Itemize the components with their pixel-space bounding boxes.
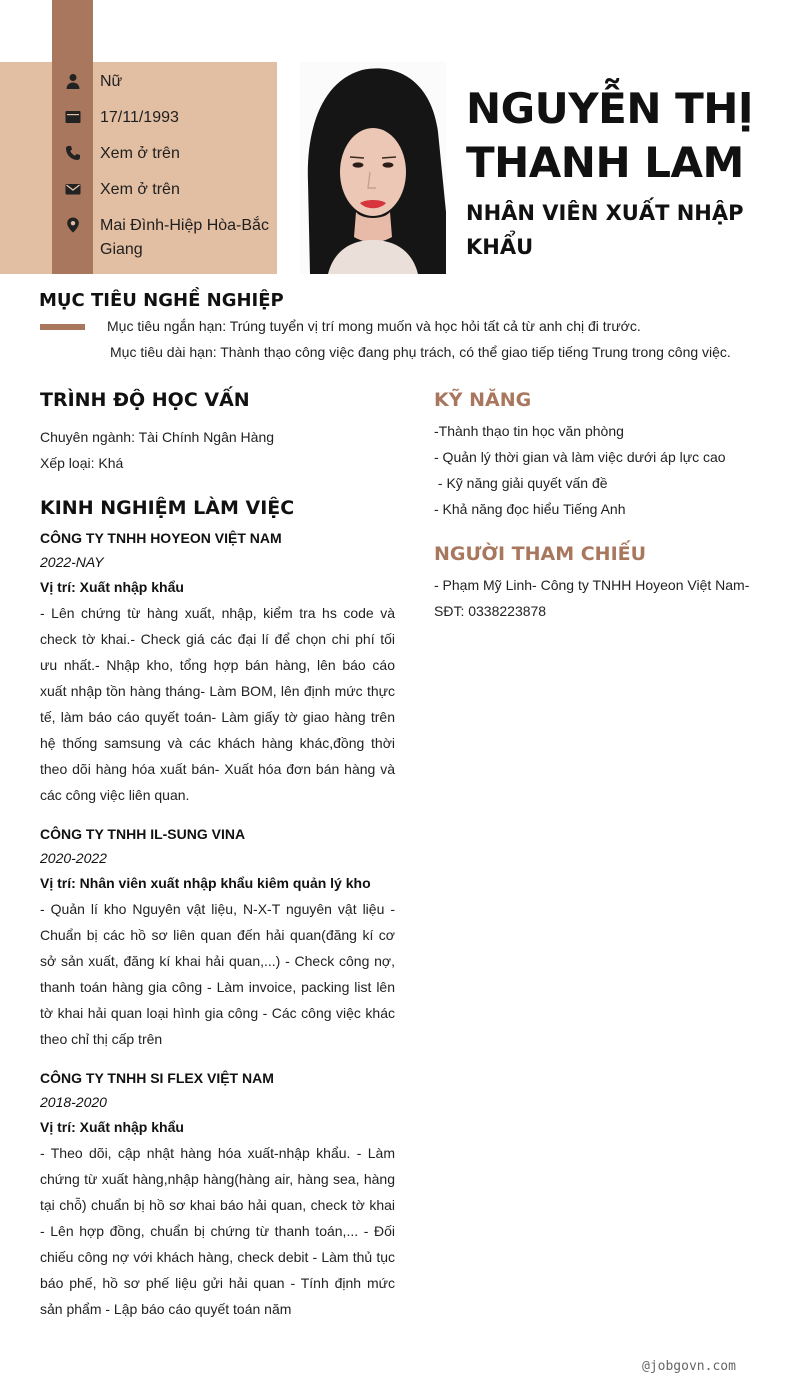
location-pin-icon <box>62 214 84 236</box>
job-period: 2018-2020 <box>40 1094 107 1110</box>
contact-birthday <box>62 106 277 130</box>
skill-item: - Quản lý thời gian và làm việc dưới áp lực cao <box>434 449 726 465</box>
job-title: NHÂN VIÊN XUẤT NHẬP KHẨU <box>466 201 744 259</box>
watermark: @jobgovn.com <box>642 1359 736 1374</box>
reference-line: - Phạm Mỹ Linh- Công ty TNHH Hoyeon Việt Nam- <box>434 577 750 593</box>
contact-address <box>62 214 277 262</box>
experience-title: KINH NGHIỆM LÀM VIỆC <box>40 497 295 519</box>
left-column <box>40 386 395 1322</box>
skills-list <box>434 418 764 522</box>
reference-phone: SĐT: 0338223878 <box>434 603 547 619</box>
references-title: NGƯỜI THAM CHIẾU <box>434 543 647 565</box>
job-company: CÔNG TY TNHH HOYEON VIỆT NAM <box>40 530 282 546</box>
job-entry <box>40 1066 395 1322</box>
calendar-icon <box>62 106 84 128</box>
education-major: Chuyên ngành: Tài Chính Ngân Hàng <box>40 429 275 445</box>
address-text: Mai Đình-Hiệp Hòa-Bắc Giang <box>100 217 269 258</box>
objective-long-term: Mục tiêu dài hạn: Thành thạo công việc đang phụ trách, có thể giao tiếp tiếng Trung trong công việc. <box>110 344 731 360</box>
contact-email <box>62 178 277 202</box>
reference-entry <box>434 572 764 624</box>
email-text: Xem ở trên <box>100 181 180 198</box>
job-period: 2020-2022 <box>40 850 107 866</box>
objective-accent-bar <box>40 324 85 330</box>
contact-list <box>62 70 277 274</box>
job-entry <box>40 526 395 808</box>
contact-phone <box>62 142 277 166</box>
name-line-2: THANH LAM <box>466 138 744 187</box>
job-position: Vị trí: Xuất nhập khẩu <box>40 579 184 595</box>
birthday-text: 17/11/1993 <box>100 109 179 126</box>
skills-title: KỸ NĂNG <box>434 389 532 411</box>
job-company: CÔNG TY TNHH SI FLEX VIỆT NAM <box>40 1070 274 1086</box>
skill-item: - Khả năng đọc hiểu Tiếng Anh <box>434 501 626 517</box>
job-company: CÔNG TY TNHH IL-SUNG VINA <box>40 826 246 842</box>
profile-photo <box>300 62 446 274</box>
job-description: - Quản lí kho Nguyên vật liệu, N-X-T nguyên vật liệu - Chuẩn bị các hồ sơ liên quan đến hải quan(đăng kí cơ sở sản xuất, đăng kí khai hải quan,...) - Check công nợ, thanh toán hàng gia công - Làm invoice, packing list lên tờ khai hải quan loại hình gia công - Các công việc khác theo chỉ thị cấp trên <box>40 901 395 1047</box>
skill-item: -Thành thạo tin học văn phòng <box>434 423 624 439</box>
gender-text: Nữ <box>100 73 123 90</box>
phone-icon <box>62 142 84 164</box>
job-position: Vị trí: Nhân viên xuất nhập khẩu kiêm quản lý kho <box>40 875 371 891</box>
objective-short-term: Mục tiêu ngắn hạn: Trúng tuyển vị trí mong muốn và học hỏi tất cả từ anh chị đi trước. <box>107 318 641 334</box>
job-period: 2022-NAY <box>40 554 104 570</box>
job-position: Vị trí: Xuất nhập khẩu <box>40 1119 184 1135</box>
mail-icon <box>62 178 84 200</box>
education-grade: Xếp loại: Khá <box>40 455 124 471</box>
right-column <box>434 386 764 624</box>
objective-title: MỤC TIÊU NGHỀ NGHIỆP <box>39 290 284 311</box>
contact-gender <box>62 70 277 94</box>
candidate-name <box>466 82 766 190</box>
name-line-1: NGUYỄN THỊ <box>466 84 754 133</box>
job-description: - Lên chứng từ hàng xuất, nhập, kiểm tra hs code và check tờ khai.- Check giá các đại lí để chọn chi phí tối ưu nhất.- Nhập kho, tổng hợp bán hàng, lên báo cáo xuất nhập tồn hàng tháng- Làm BOM, lên định mức thực tế, làm báo cáo quyết toán- Làm giấy tờ giao hàng trên hệ thống samsung và các khách hàng khác,đồng thời theo dõi hàng hóa xuất bán- Xuất hóa đơn bán hàng và các công việc liên quan. <box>40 605 395 803</box>
user-icon <box>62 70 84 92</box>
phone-text: Xem ở trên <box>100 145 180 162</box>
job-entry <box>40 822 395 1052</box>
education-title: TRÌNH ĐỘ HỌC VẤN <box>40 389 250 411</box>
job-description: - Theo dõi, cập nhật hàng hóa xuất-nhập khẩu. - Làm chứng từ xuất hàng,nhập hàng(hàng air, hàng sea, hàng tại chỗ) chuẩn bị hồ sơ khai báo hải quan, check tờ khai - Lên hợp đồng, chuẩn bị chứng từ thanh toán,... - Đối chiếu công nợ với khách hàng, check debit - Làm thủ tục báo phế, hồ sơ phế liệu gửi hải quan - Tính định mức sản phẩm - Lập báo cáo quyết toán năm <box>40 1145 395 1317</box>
skill-item: - Kỹ năng giải quyết vấn đề <box>434 475 608 491</box>
